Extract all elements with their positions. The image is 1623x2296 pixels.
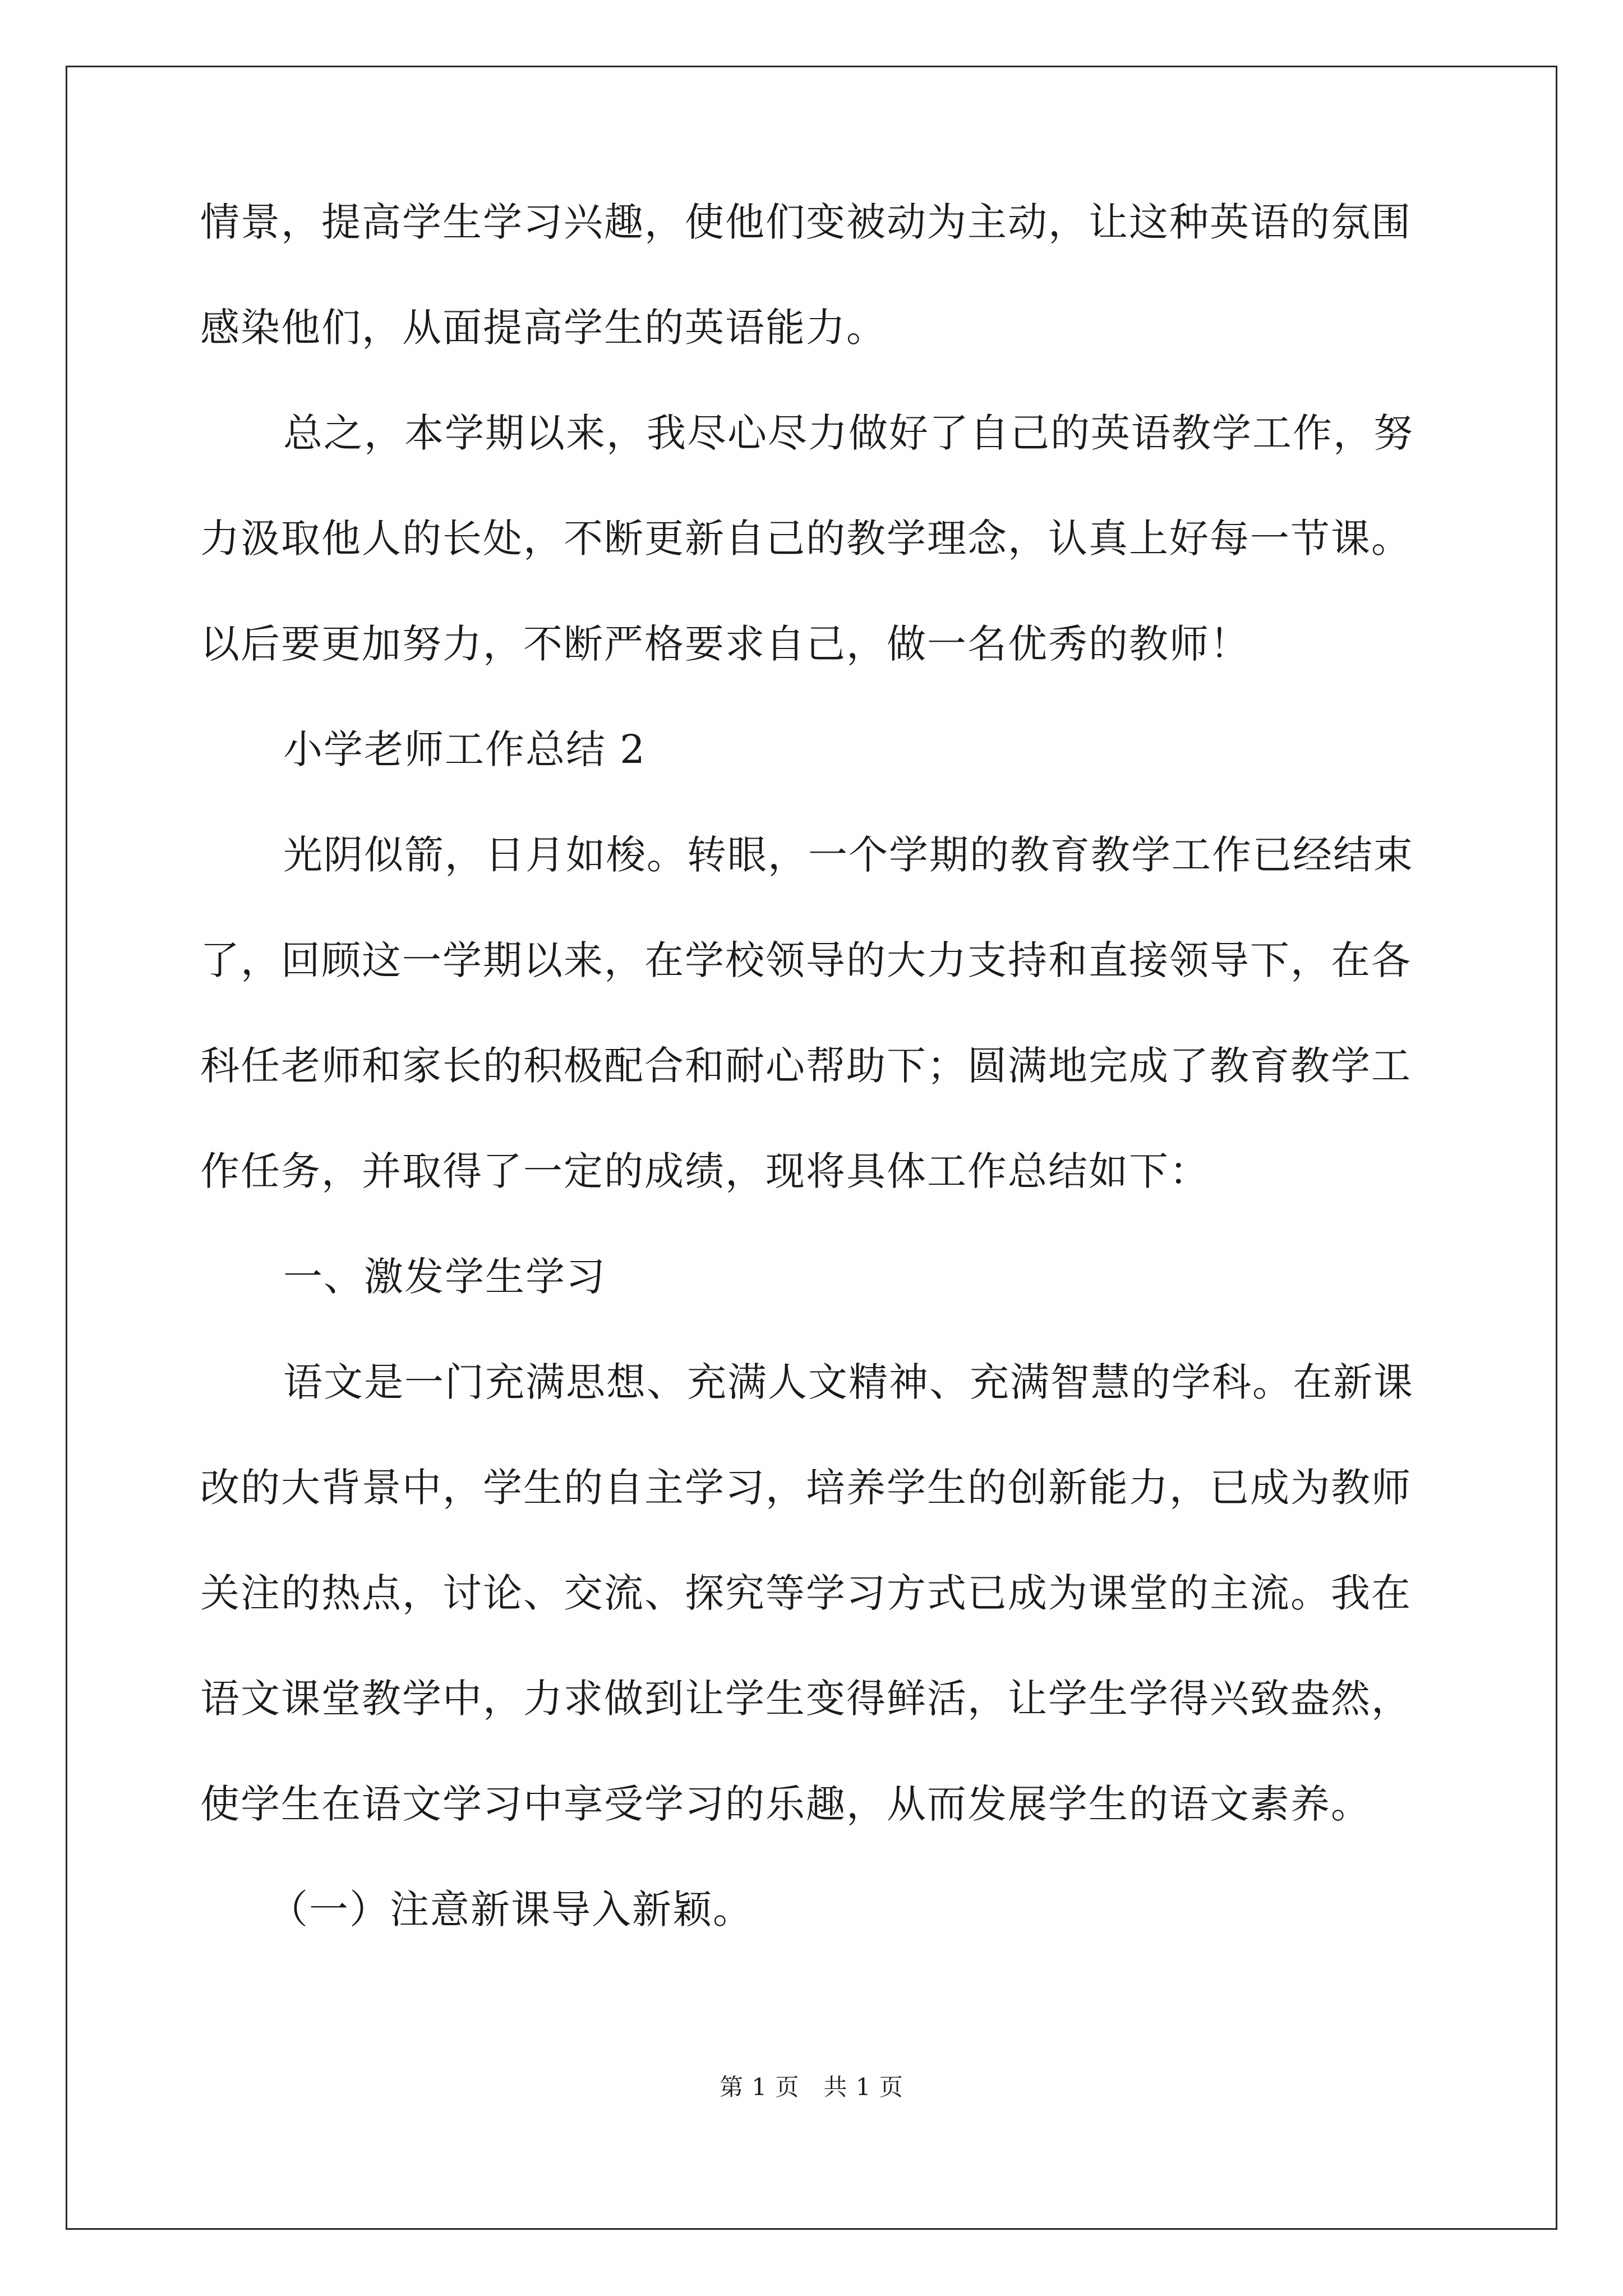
paragraph-line: 以后要更加努力，不断严格要求自己，做一名优秀的教师！ [200,621,1250,667]
subsection-heading: 一、激发学生学习 [283,1254,606,1300]
page-footer: 第 1 页 共 1 页 [720,2073,903,2101]
paragraph-line: 感染他们，从面提高学生的英语能力。 [200,305,887,351]
paragraph-line: 作任务，并取得了一定的成绩，现将具体工作总结如下： [200,1148,1210,1194]
section-heading: 小学老师工作总结 2 [283,726,646,772]
paragraph-line: 语文课堂教学中，力求做到让学生变得鲜活，让学生学得兴致盎然， [200,1676,1412,1722]
paragraph-line: 情景，提高学生学习兴趣，使他们变被动为主动，让这种英语的氛围 [200,199,1412,245]
paragraph-line: 关注的热点，讨论、交流、探究等学习方式已成为课堂的主流。我在 [200,1570,1412,1616]
paragraph-line: 光阴似箭，日月如梭。转眼，一个学期的教育教学工作已经结束 [283,832,1414,878]
paragraph-line: 改的大背景中，学生的自主学习，培养学生的创新能力，已成为教师 [200,1465,1412,1511]
paragraph-line: 科任老师和家长的积极配合和耐心帮助下；圆满地完成了教育教学工 [200,1043,1412,1089]
paragraph-line: 使学生在语文学习中享受学习的乐趣，从而发展学生的语文素养。 [200,1781,1371,1827]
subsection-heading: （一）注意新课导入新颖。 [269,1887,753,1932]
paragraph-line: 力汲取他人的长处，不断更新自己的教学理念，认真上好每一节课。 [200,516,1412,562]
document-body [200,199,1430,1995]
paragraph-line: 总之，本学期以来，我尽心尽力做好了自己的英语教学工作，努 [283,410,1414,456]
paragraph-line: 了，回顾这一学期以来，在学校领导的大力支持和直接领导下，在各 [200,937,1412,983]
paragraph-line: 语文是一门充满思想、充满人文精神、充满智慧的学科。在新课 [283,1359,1414,1405]
